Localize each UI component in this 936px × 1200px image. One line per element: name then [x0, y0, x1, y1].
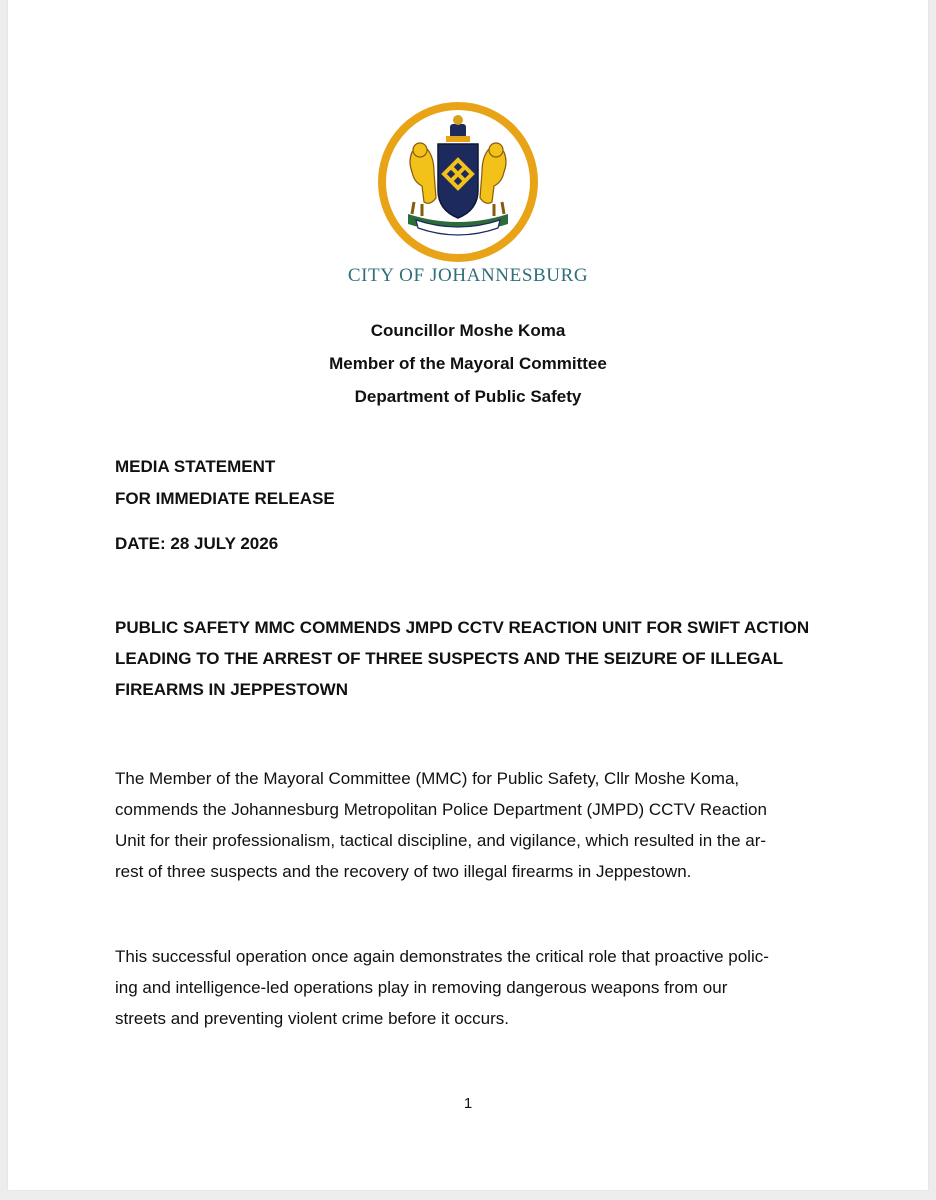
release-notice: FOR IMMEDIATE RELEASE [115, 489, 335, 508]
statement-type: MEDIA STATEMENT [115, 457, 276, 476]
page-number: 1 [463, 1095, 473, 1112]
paragraph-line: streets and preventing violent crime before it occurs. [115, 1009, 510, 1028]
author-block [8, 314, 928, 413]
body-paragraph-2 [115, 941, 815, 1034]
city-of-johannesburg-coat-of-arms [368, 102, 548, 272]
logo-caption: CITY OF JOHANNESBURG [347, 265, 589, 286]
paragraph-line: The Member of the Mayoral Committee (MMC) for Public Safety, Cllr Moshe Koma, [115, 769, 740, 788]
councillor-name: Councillor Moshe Koma [370, 321, 566, 340]
councillor-role: Member of the Mayoral Committee [329, 354, 607, 373]
statement-type-block [115, 451, 335, 515]
headline: PUBLIC SAFETY MMC COMMENDS JMPD CCTV REACTION UNIT FOR SWIFT ACTION LEADING TO THE ARREST OF THREE SUSPECTS AND THE SEIZURE OF ILLEGAL FIREARMS IN JEPPESTOWN [115, 618, 810, 699]
department-name: Department of Public Safety [354, 387, 582, 406]
paragraph-line: This successful operation once again demonstrates the critical role that proactive polic- [115, 947, 769, 966]
document-page [8, 0, 928, 1190]
paragraph-line: Unit for their professionalism, tactical discipline, and vigilance, which resulted in the ar- [115, 831, 767, 850]
body-paragraph-1 [115, 763, 815, 887]
paragraph-line: commends the Johannesburg Metropolitan Police Department (JMPD) CCTV Reaction [115, 800, 767, 819]
statement-date: DATE: 28 JULY 2026 [115, 534, 279, 553]
paragraph-line: rest of three suspects and the recovery of two illegal firearms in Jeppestown. [115, 862, 692, 881]
paragraph-line: ing and intelligence-led operations play in removing dangerous weapons from our [115, 978, 728, 997]
